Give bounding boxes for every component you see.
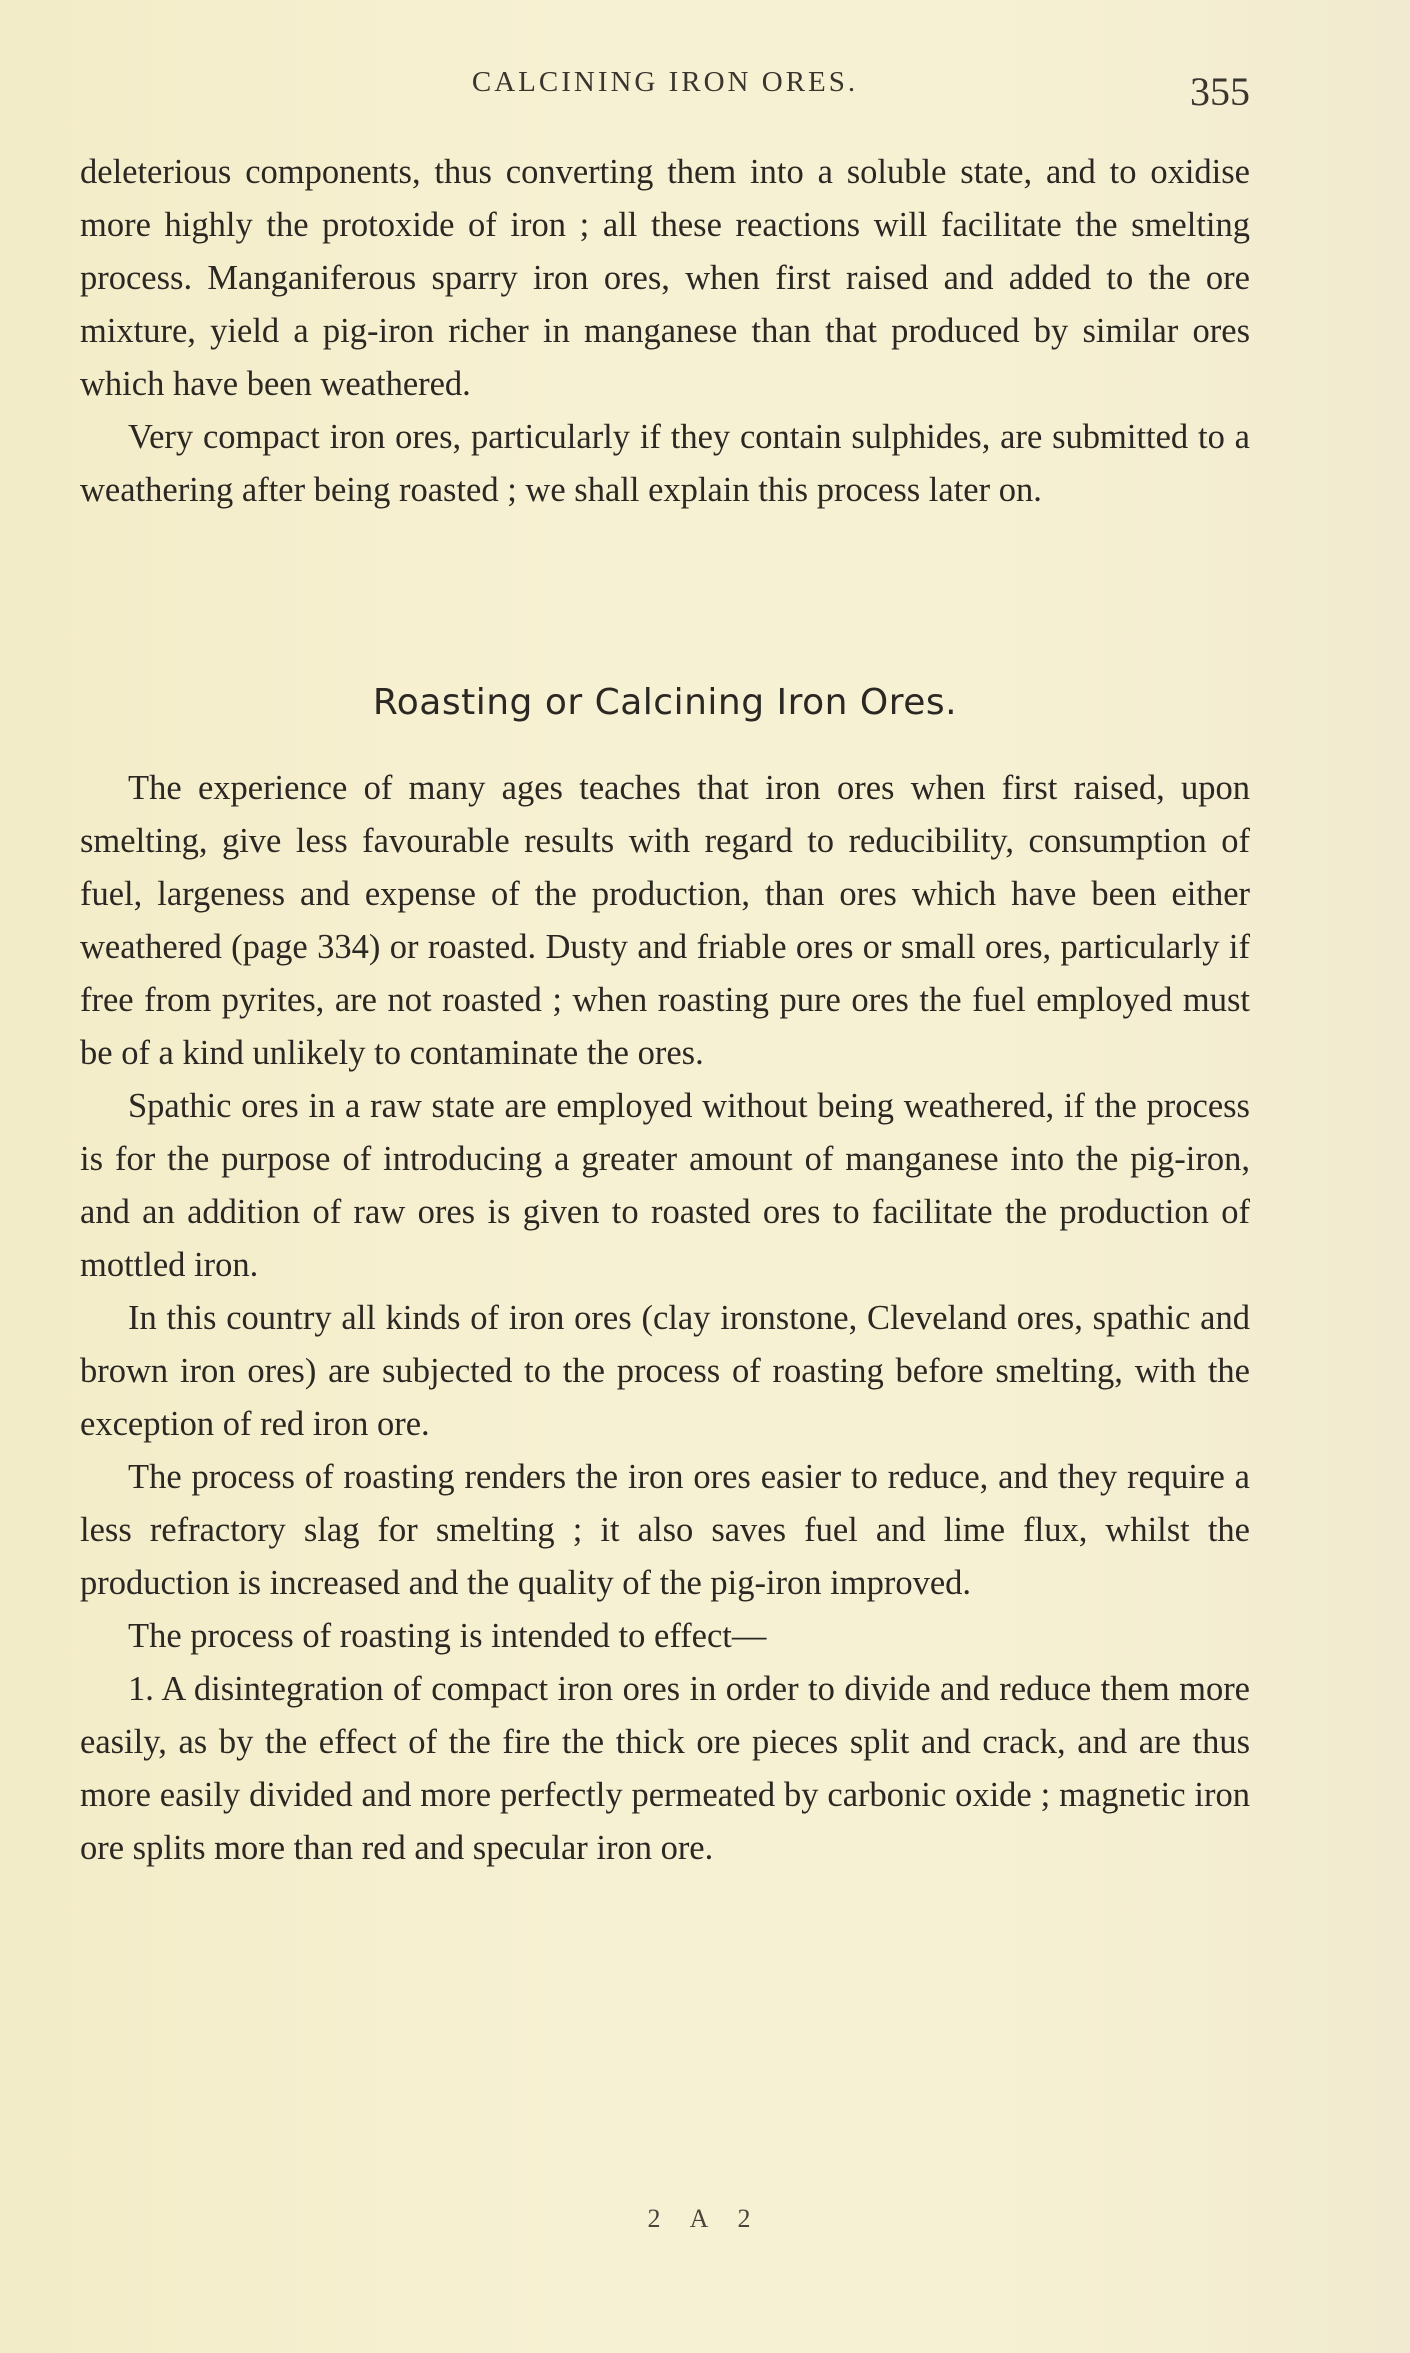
paragraph-compact-ores: Very compact iron ores, particularly if they contain sulphides, are submitted to a weathering after being roasted ; we shall explain this process later on. (80, 418, 1250, 509)
running-head (80, 66, 1250, 116)
section-body (80, 762, 1250, 1875)
paragraph-spathic-ores: Spathic ores in a raw state are employed without being weathered, if the process is for the purpose of introducing a greater amount of manganese into the pig-iron, and an addition of raw ores is given to roasted ores to facilitate the production of mottled iron. (80, 1087, 1250, 1284)
paragraph-roasting-benefits: The process of roasting renders the iron ores easier to reduce, and they require a less refractory slag for smelting ; it also saves fuel and lime flux, whilst the production is increased and the quality of the pig-iron improved. (80, 1458, 1250, 1602)
opening-paragraph (80, 146, 1250, 517)
section-heading: Roasting or Calcining Iron Ores. (372, 682, 958, 723)
running-title: CALCINING IRON ORES. (471, 66, 859, 98)
page-number: 355 (1190, 69, 1250, 114)
list-item-disintegration: 1. A disintegration of compact iron ores in order to divide and reduce them more easily, as by the effect of the fire the thick ore pieces split and crack, and are thus more easily divided and more perfectly permeated by carbonic oxide ; magnetic iron ore splits more than red and specular iron ore. (80, 1670, 1250, 1867)
paragraph-experience: The experience of many ages teaches that iron ores when first raised, upon smelting, give less favourable results with regard to reducibility, consumption of fuel, largeness and expense of the production, than ores which have been either weathered (page 334) or roasted. Dusty and friable ores or small ores, particularly if free from pyrites, are not roasted ; when roasting pure ores the fuel employed must be of a kind unlikely to contaminate the ores. (80, 769, 1250, 1072)
paragraph-this-country: In this country all kinds of iron ores (clay ironstone, Cleveland ores, spathic and brown iron ores) are subjected to the process of roasting before smelting, with the exception of red iron ore. (80, 1299, 1250, 1443)
paragraph-intended-effect: The process of roasting is intended to effect— (128, 1617, 767, 1655)
signature-mark: 2 A 2 (647, 2204, 763, 2233)
paragraph-continuation: deleterious components, thus converting them into a soluble state, and to oxidise more highly the protoxide of iron ; all these reactions will facilitate the smelting process. Manganiferous sparry iron ores, when first raised and added to the ore mixture, yield a pig-iron richer in manganese than that produced by similar ores which have been weathered. (80, 153, 1250, 403)
